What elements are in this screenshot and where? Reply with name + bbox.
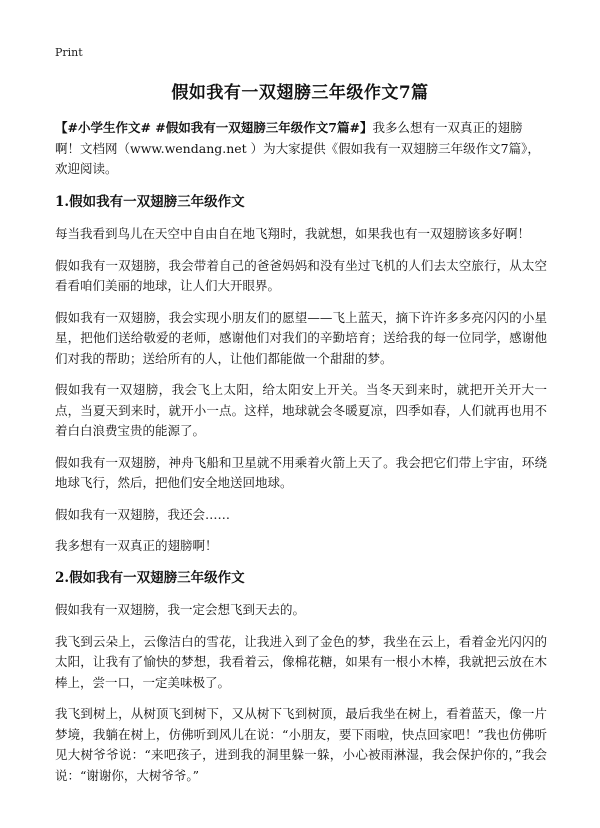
paragraph: 假如我有一双翅膀，我会实现小朋友们的愿望——飞上蓝天，摘下许许多多亮闪闪的小星星，把他们送给敬爱的老师，感谢他们对我们的辛勤培育；送给我的每一位同学，感谢他们对我的帮助；送给所有的人，让他们都能做一个甜甜的梦。 [55,309,547,366]
paragraph: 假如我有一双翅膀，我还会…… [55,506,231,522]
intro-text: 我多么想有一双真正的翅膀啊！文档网（www.wendang.net ）为大家提供《假如我有一双翅膀三年级作文7篇》，欢迎阅读。 [55,120,540,176]
paragraph: 我飞到云朵上，云像洁白的雪花，让我进入到了金色的梦，我坐在云上，看着金光闪闪的太阳，让我有了愉快的梦想，我看着云，像棉花糖，如果有一根小木棒，我就把云放在木棒上，尝一口，一定美味极了。 [55,633,547,690]
paragraph: 假如我有一双翅膀，我会飞上太阳，给太阳安上开关。当冬天到来时，就把开关开大一点，当夏天到来时，就开小一点。这样，地球就会冬暖夏凉，四季如春，人们就再也用不着白白浪费宝贵的能源了。 [55,382,547,438]
paragraph: 我多想有一双真正的翅膀啊！ [55,538,218,553]
section-heading: 2.假如我有一双翅膀三年级作文 [55,569,245,586]
print-link[interactable]: Print [55,46,83,59]
section-1 [55,192,547,557]
paragraph: 假如我有一双翅膀，我会带着自己的爸爸妈妈和没有坐过飞机的人们去太空旅行，从太空看看咱们美丽的地球，让人们大开眼界。 [55,257,547,293]
page-title: 假如我有一双翅膀三年级作文7篇 [171,83,429,103]
section-heading: 1.假如我有一双翅膀三年级作文 [55,193,245,210]
paragraph: 我飞到树上，从树顶飞到树下，又从树下飞到树顶，最后我坐在树上，看着蓝天，像一片梦境，我躺在树上，仿佛听到风儿在说：“小朋友，要下雨啦，快点回家吧！”我也仿佛听见大树爷爷说：“来吧孩子，进到我的洞里躲一躲，小心被雨淋湿，我会保护你的，”我会说：“谢谢你，大树爷爷。” [55,706,547,783]
section-2 [55,568,547,787]
article-body [55,118,547,797]
paragraph: 假如我有一双翅膀，神舟飞船和卫星就不用乘着火箭上天了。我会把它们带上宇宙，环绕地球飞行，然后，把他们安全地送回地球。 [55,454,547,490]
intro-paragraph [55,118,547,180]
intro-tags: 【#小学生作文# #假如我有一双翅膀三年级作文7篇#】 [55,120,373,135]
paragraph: 假如我有一双翅膀，我一定会想飞到天去的。 [55,602,306,617]
paragraph: 每当我看到鸟儿在天空中自由自在地飞翔时，我就想，如果我也有一双翅膀该多好啊！ [55,226,531,241]
